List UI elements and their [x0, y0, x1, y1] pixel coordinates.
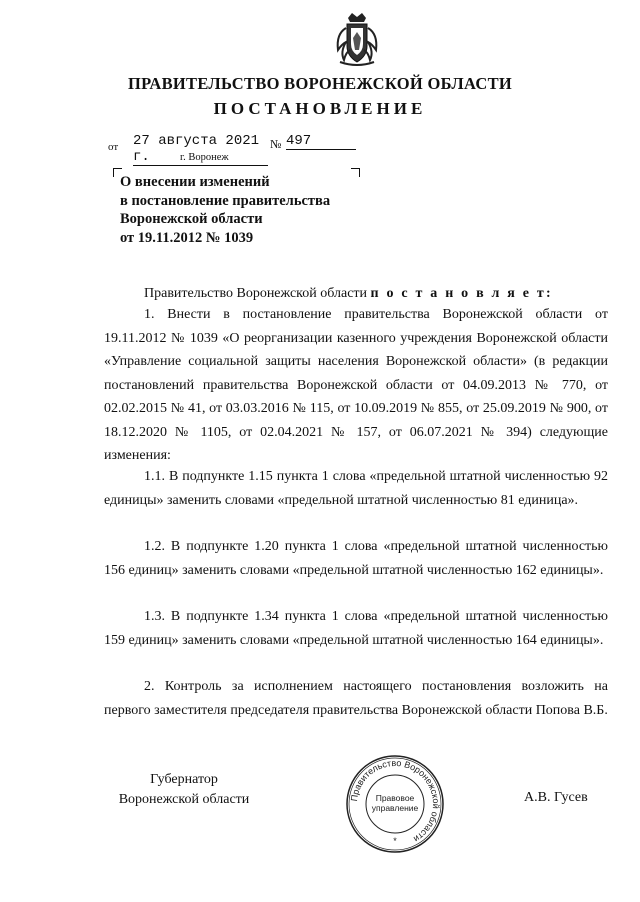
preamble [144, 286, 553, 302]
document-number: 497 [286, 133, 356, 150]
organization-name: ПРАВИТЕЛЬСТВО ВОРОНЕЖСКОЙ ОБЛАСТИ [127, 74, 513, 93]
stamp-mark: * [393, 836, 397, 846]
preamble-text: Правительство Воронежской области [144, 286, 368, 301]
subject-line: О внесении изменений [120, 174, 270, 190]
document-date: 27 августа 2021 г. [133, 133, 268, 166]
date-prefix: от [108, 141, 119, 153]
preamble-decree-word: п о с т а н о в л я е т: [370, 286, 553, 301]
number-sign: № [270, 137, 282, 151]
city-label: г. Воронеж [180, 152, 229, 163]
round-stamp-icon [345, 754, 445, 854]
paragraph-1: 1. Внести в постановление правительства Воронежской области от 19.11.2012 № 1039 «О реорганизации казенного учреждения Воронежской области «Управление социальной защиты населения Воронежской области» (в редакции постановлений правительства Воронежской области от 04.09.2013 № 770, от 02.02.2015 № 41, от 03.03.2016 № 115, от 10.09.2019 № 855, от 25.09.2019 № 900, от 18.12.2020 № 1105, от 02.04.2021 № 157, от 06.07.2021 № 394) следующие изменения: [104, 307, 608, 463]
signatory-title [104, 770, 264, 810]
subject-line: от 19.11.2012 № 1039 [120, 229, 254, 246]
signatory-title-line: Губернатор [150, 772, 218, 787]
signer-name: А.В. Гусев [524, 790, 588, 805]
subject-line: Воронежской области [120, 211, 263, 227]
stamp-center-line: управление [371, 803, 419, 813]
document-subject [120, 173, 360, 247]
stamp-ring-text: Правительство Воронежской области [349, 757, 442, 845]
document-type-title: ПОСТАНОВЛЕНИЕ [213, 99, 427, 118]
signatory-title-line: Воронежской области [118, 792, 250, 807]
paragraph-2: 2. Контроль за исполнением настоящего постановления возложить на первого заместителя председателя правительства Воронежской области Попова В.Б. [104, 679, 608, 718]
subject-line: в постановление правительства [120, 192, 331, 209]
coat-of-arms-icon [330, 10, 384, 70]
paragraph-1-3: 1.3. В подпункте 1.34 пункта 1 слова «предельной штатной численностью 159 единиц» заменить словами «предельной штатной численностью 164 единицы». [104, 609, 608, 648]
paragraph-1-2: 1.2. В подпункте 1.20 пункта 1 слова «предельной штатной численностью 156 единиц» заменить словами «предельной штатной численностью 162 единицы». [104, 539, 608, 578]
stamp-center-line: Правовое [375, 793, 415, 803]
paragraph-1-1: 1.1. В подпункте 1.15 пункта 1 слова «предельной штатной численностью 92 единицы» заменить словами «предельной штатной численностью 81 единица». [104, 469, 608, 508]
